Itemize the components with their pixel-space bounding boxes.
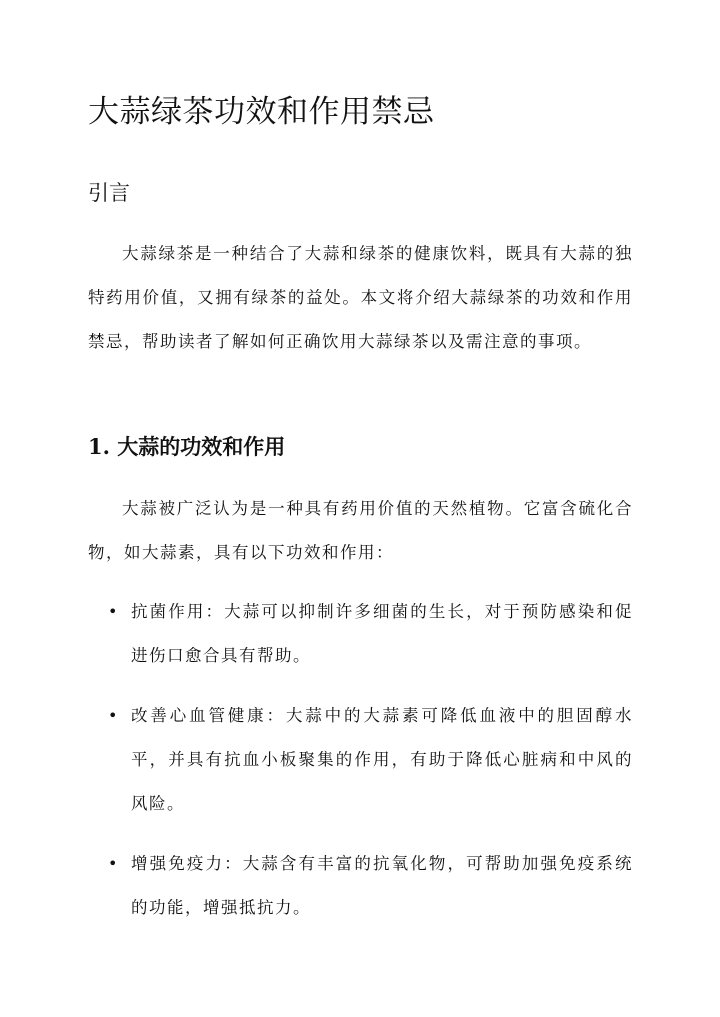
garlic-intro-paragraph: 大蒜被广泛认为是一种具有药用价值的天然植物。它富含硫化合物，如大蒜素，具有以下功效和作用： — [88, 499, 633, 562]
bullet-icon: • — [108, 706, 119, 725]
list-item-text: 改善心血管健康：大蒜中的大蒜素可降低血液中的胆固醇水平，并具有抗血小板聚集的作用，有助于降低心脏病和中风的风险。 — [131, 706, 633, 813]
list-item — [88, 694, 633, 826]
bullet-icon: • — [108, 854, 119, 873]
benefits-list — [88, 590, 633, 946]
intro-paragraph: 大蒜绿茶是一种结合了大蒜和绿茶的健康饮料，既具有大蒜的独特药用价值，又拥有绿茶的益处。本文将介绍大蒜绿茶的功效和作用禁忌，帮助读者了解如何正确饮用大蒜绿茶以及需注意的事项。 — [88, 244, 633, 351]
list-item — [88, 842, 633, 930]
list-item-text: 增强免疫力：大蒜含有丰富的抗氧化物，可帮助加强免疫系统的功能，增强抵抗力。 — [131, 854, 633, 917]
list-item-text: 抗菌作用：大蒜可以抑制许多细菌的生长，对于预防感染和促进伤口愈合具有帮助。 — [131, 602, 633, 665]
section-heading-garlic-benefits: 1. 大蒜的功效和作用 — [88, 434, 286, 459]
document-title: 大蒜绿茶功效和作用禁忌 — [88, 94, 435, 130]
section-heading-intro: 引言 — [88, 181, 130, 205]
bullet-icon: • — [108, 602, 119, 621]
list-item — [88, 590, 633, 678]
